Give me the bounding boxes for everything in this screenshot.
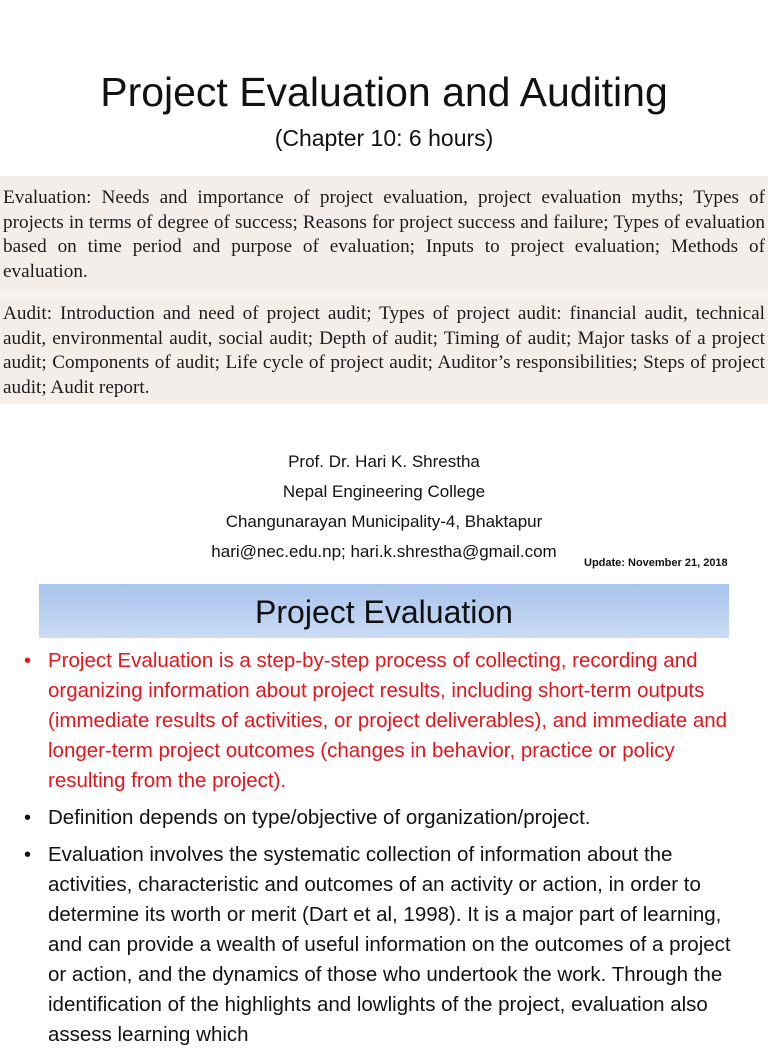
- bullet-text: Definition depends on type/objective of organization/project.: [48, 806, 591, 829]
- bullet-item: [20, 646, 750, 796]
- update-date: Update: November 21, 2018: [584, 557, 728, 569]
- author-name: Prof. Dr. Hari K. Shrestha: [288, 452, 480, 471]
- syllabus-divider: [0, 291, 768, 299]
- bullet-item: [20, 803, 750, 833]
- bullet-icon: •: [24, 650, 32, 672]
- slide-title: Project Evaluation: [255, 594, 513, 630]
- author-emails: hari@nec.edu.np; hari.k.shrestha@gmail.com: [211, 542, 557, 561]
- author-block: [0, 447, 768, 567]
- page-title: Project Evaluation and Auditing: [100, 69, 668, 115]
- bullet-text: Evaluation involves the systematic collection of information about the activities, characteristic and outcomes of an activity or action, in order to determine its worth or merit (Dart et al, 1998). It is a major part of learning, and can provide a wealth of useful information on the outcomes of a project or action, and the dynamics of those who undertook the work. Through the identification of the highlights and lowlights of the project, evaluation also assess learning which: [48, 843, 731, 1046]
- syllabus-scan: [0, 176, 768, 404]
- bullet-list: [20, 646, 750, 1057]
- author-address: Changunarayan Municipality-4, Bhaktapur: [225, 512, 543, 531]
- author-institution: Nepal Engineering College: [282, 482, 486, 501]
- syllabus-evaluation: Evaluation: Needs and importance of project evaluation, project evaluation myths; Types of projects in terms of degree of success; Reasons for project success and failure; Types of evaluation based on time period and purpose of evaluation; Inputs to project evaluation; Methods of evaluation.: [3, 187, 765, 282]
- bullet-text: Project Evaluation is a step-by-step process of collecting, recording and organizing information about project results, including short-term outputs (immediate results of activities, or project deliverables), and immediate and longer-term project outcomes (changes in behavior, practice or policy resulting from the project).: [48, 649, 728, 792]
- page-subtitle: (Chapter 10: 6 hours): [274, 125, 494, 151]
- bullet-icon: •: [24, 807, 32, 829]
- bullet-item: [20, 840, 750, 1050]
- syllabus-audit: Audit: Introduction and need of project audit; Types of project audit: financial audit, technical audit, environmental audit, social audit; Depth of audit; Timing of audit; Major tasks of a project audit; Components of audit; Life cycle of project audit; Auditor’s responsibilities; Steps of project audit; Audit report.: [3, 303, 765, 398]
- bullet-icon: •: [24, 844, 32, 866]
